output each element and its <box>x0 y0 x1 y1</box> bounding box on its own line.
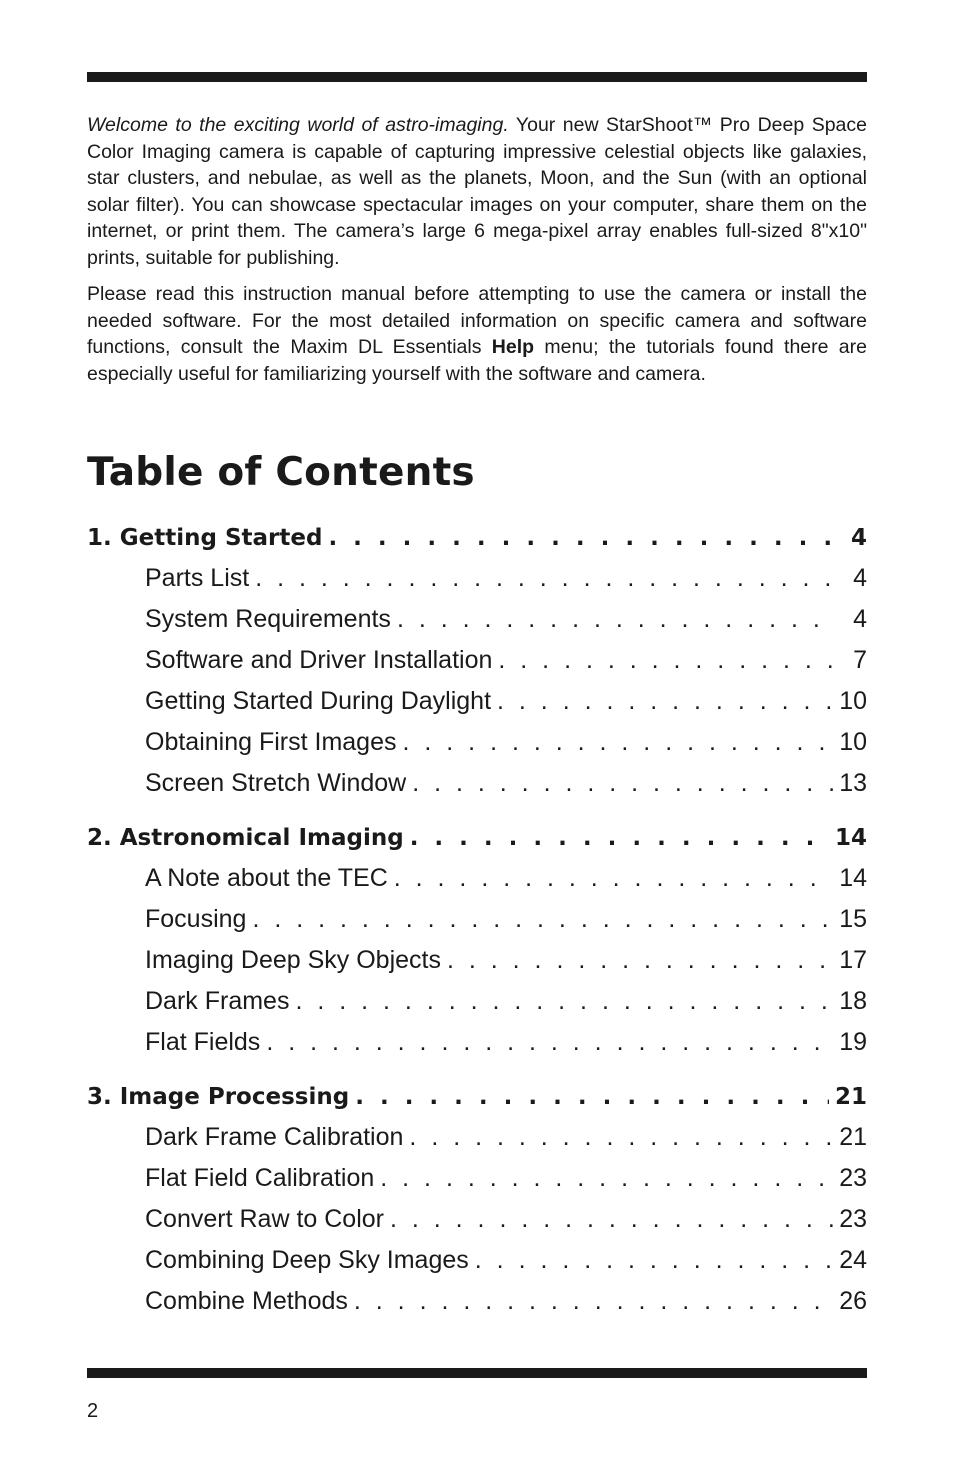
toc-entry-page: 4 <box>853 605 867 633</box>
toc-entry[interactable] <box>87 940 867 981</box>
toc-entry-page: 10 <box>839 687 867 715</box>
toc-entry-title: Dark Frame Calibration <box>145 1123 404 1151</box>
dot-leader <box>328 518 833 558</box>
toc-entry-page: 14 <box>839 864 867 892</box>
toc-section-entry-page: 14 <box>834 825 867 851</box>
dot-leader <box>412 763 833 804</box>
help-menu-reference: Help <box>491 336 535 358</box>
toc-entry[interactable] <box>87 981 867 1022</box>
toc-entry-title: Dark Frames <box>145 987 290 1015</box>
toc-entry-page: 23 <box>839 1164 867 1192</box>
toc-entry-page: 10 <box>839 728 867 756</box>
toc-entry[interactable] <box>87 858 867 899</box>
toc-section <box>87 518 867 804</box>
toc-section-entry[interactable] <box>87 518 867 558</box>
toc-entry-title: Combine Methods <box>145 1287 348 1315</box>
dot-leader <box>403 722 834 763</box>
toc-entry[interactable] <box>87 1158 867 1199</box>
toc-section <box>87 818 867 1063</box>
toc-entry[interactable] <box>87 1022 867 1063</box>
toc-entry-title: Screen Stretch Window <box>145 769 407 797</box>
dot-leader <box>410 818 829 858</box>
toc-entry-page: 21 <box>839 1123 867 1151</box>
dot-leader <box>380 1158 833 1199</box>
toc-entry-title: Software and Driver Installation <box>145 646 493 674</box>
dot-leader <box>475 1240 833 1281</box>
table-of-contents <box>87 518 867 1336</box>
dot-leader <box>447 940 833 981</box>
toc-section-entry-page: 21 <box>834 1084 867 1110</box>
toc-entry-title: Getting Started During Daylight <box>145 687 492 715</box>
toc-entry-page: 24 <box>839 1246 867 1274</box>
dot-leader <box>355 1077 829 1117</box>
toc-entry-title: Imaging Deep Sky Objects <box>145 946 441 974</box>
toc-section-entry-title: 2. Astronomical Imaging <box>87 825 404 851</box>
toc-entry-title: Focusing <box>145 905 247 933</box>
toc-section-entry-page: 4 <box>850 525 867 551</box>
toc-section-entry[interactable] <box>87 818 867 858</box>
toc-entry-title: Flat Field Calibration <box>145 1164 375 1192</box>
dot-leader <box>394 858 833 899</box>
toc-entry-title: Combining Deep Sky Images <box>145 1246 469 1274</box>
dot-leader <box>266 1022 833 1063</box>
toc-entry-page: 23 <box>839 1205 867 1233</box>
toc-entry-page: 7 <box>853 646 867 674</box>
toc-entry-page: 13 <box>839 769 867 797</box>
dot-leader <box>255 558 833 599</box>
toc-entry-title: Flat Fields <box>145 1028 261 1056</box>
toc-entry-title: A Note about the TEC <box>145 864 388 892</box>
toc-entry-page: 17 <box>839 946 867 974</box>
toc-section <box>87 1077 867 1322</box>
dot-leader <box>397 599 833 640</box>
toc-entry[interactable] <box>87 640 867 681</box>
dot-leader <box>409 1117 833 1158</box>
toc-section-entry[interactable] <box>87 1077 867 1117</box>
toc-entry-page: 19 <box>839 1028 867 1056</box>
toc-entry[interactable] <box>87 899 867 940</box>
top-rule <box>87 72 867 82</box>
toc-section-entry-title: 3. Image Processing <box>87 1084 350 1110</box>
toc-entry-page: 26 <box>839 1287 867 1315</box>
toc-entry[interactable] <box>87 1117 867 1158</box>
toc-entry-title: Obtaining First Images <box>145 728 397 756</box>
intro-welcome-body: Your new StarShoot™ Pro Deep Space Color Imaging camera is capable of capturing impressive celestial objects like galaxies, star clusters, and nebulae, as well as the planets, Moon, and the Sun (with an optional solar filter). You can showcase spectacular images on your computer, share them on the internet, or print them. The camera’s large 6 mega-pixel array enables full-sized 8"x10" prints, suitable for publishing. <box>87 114 867 269</box>
toc-entry[interactable] <box>87 558 867 599</box>
dot-leader <box>497 681 833 722</box>
page-number: 2 <box>87 1400 99 1422</box>
toc-entry-page: 15 <box>839 905 867 933</box>
toc-entry-title: Parts List <box>145 564 250 592</box>
toc-entry-page: 18 <box>839 987 867 1015</box>
toc-entry[interactable] <box>87 1199 867 1240</box>
toc-entry[interactable] <box>87 1281 867 1322</box>
toc-entry[interactable] <box>87 763 867 804</box>
toc-entry[interactable] <box>87 599 867 640</box>
dot-leader <box>252 899 833 940</box>
toc-entry[interactable] <box>87 722 867 763</box>
intro-paragraph-welcome <box>87 112 867 271</box>
toc-entry[interactable] <box>87 1240 867 1281</box>
bottom-rule <box>87 1368 867 1378</box>
dot-leader <box>498 640 833 681</box>
toc-section-entry-title: 1. Getting Started <box>87 525 323 551</box>
intro-instructions-before: Please read this instruction manual before attempting to use the camera or install the needed software. For the most detailed information on specific camera and software functions, consult the Maxim DL Essentials <box>87 283 867 358</box>
dot-leader <box>295 981 833 1022</box>
toc-entry-title: System Requirements <box>145 605 391 633</box>
intro-paragraph-instructions <box>87 281 867 387</box>
toc-entry[interactable] <box>87 681 867 722</box>
intro-instructions-after: menu; the tutorials found there are especially useful for familiarizing yourself with the software and camera. <box>87 336 867 385</box>
intro-welcome-italic: Welcome to the exciting world of astro-imaging. <box>87 114 509 136</box>
dot-leader <box>354 1281 833 1322</box>
toc-entry-title: Convert Raw to Color <box>145 1205 384 1233</box>
dot-leader <box>390 1199 833 1240</box>
toc-heading: Table of Contents <box>87 450 475 495</box>
toc-entry-page: 4 <box>853 564 867 592</box>
